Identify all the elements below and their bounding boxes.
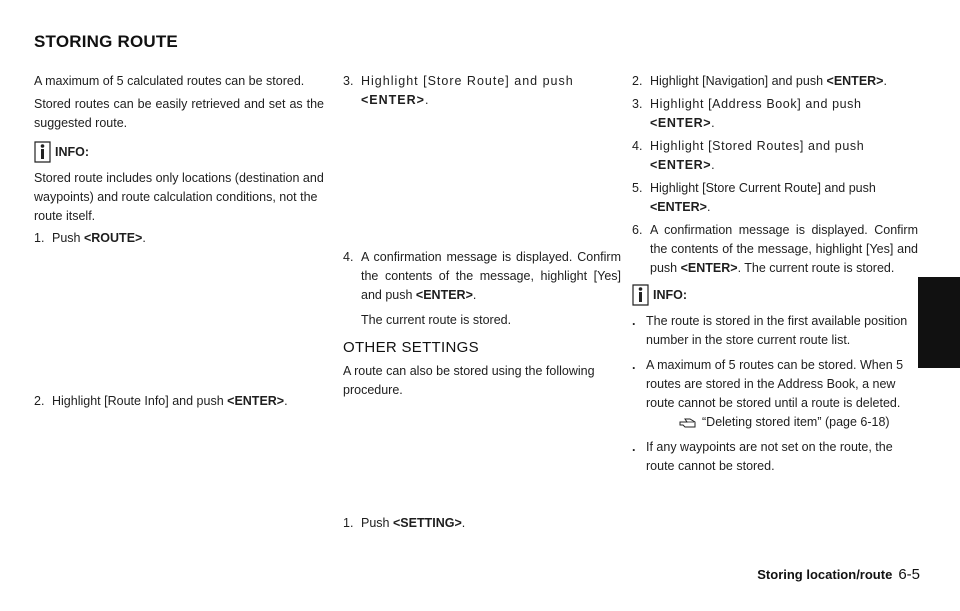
- step-text: Highlight [Stored Routes] and push <ENTER>.: [650, 139, 865, 172]
- step-2: [34, 392, 324, 411]
- footer-page-number: 6-5: [898, 566, 920, 583]
- step-number: 1.: [343, 516, 354, 530]
- step-text: A confirmation message is displayed. Confirm the contents of the message, highlight [Yes] and push <ENTER>. The current route is stored.: [650, 223, 918, 275]
- bullet-text: If any waypoints are not set on the route, the route cannot be stored.: [646, 440, 893, 473]
- info-label: INFO:: [653, 287, 688, 302]
- step-text: Highlight [Address Book] and push <ENTER>.: [650, 97, 862, 130]
- other-settings-heading: OTHER SETTINGS: [343, 339, 479, 356]
- paragraph-retrieve-routes: Stored routes can be easily retrieved and set as the suggested route.: [34, 97, 324, 130]
- info-label: INFO:: [55, 144, 90, 159]
- step-text: Push <ROUTE>.: [52, 231, 146, 245]
- other-step-5: [632, 179, 918, 217]
- info-icon: [632, 284, 649, 306]
- cross-reference-text[interactable]: “Deleting stored item” (page 6-18): [702, 415, 890, 429]
- other-step-6: [632, 221, 918, 278]
- step-1: [34, 229, 324, 248]
- other-step-1: [343, 514, 621, 533]
- column-3: [632, 72, 918, 476]
- column-2-step-4: [343, 248, 621, 400]
- step-number: 2.: [632, 74, 643, 88]
- column-1-step-2: [34, 392, 324, 411]
- other-settings-text: A route can also be stored using the following procedure.: [343, 364, 595, 397]
- info-header: [34, 141, 324, 163]
- step-text: Highlight [Navigation] and push <ENTER>.: [650, 74, 887, 88]
- step-number: 1.: [34, 231, 45, 245]
- page-heading: STORING ROUTE: [34, 32, 178, 51]
- other-step-2: [632, 72, 918, 91]
- cross-reference[interactable]: [632, 413, 918, 432]
- step-3: [343, 72, 621, 110]
- step-text: A confirmation message is displayed. Confirm the contents of the message, highlight [Yes] and push <ENTER>.: [361, 250, 621, 302]
- step-text: Highlight [Store Route] and push <ENTER>.: [361, 74, 574, 107]
- column-2-step-3: [343, 72, 621, 110]
- column-2-other-step-1: [343, 514, 621, 533]
- info-bullet-2: [632, 356, 918, 413]
- step-number: 4.: [632, 139, 643, 153]
- bullet-text: The route is stored in the first available position number in the store current route list.: [646, 314, 908, 347]
- step-text: Push <SETTING>.: [361, 516, 466, 530]
- chapter-tab: [918, 277, 960, 368]
- bullet-text: A maximum of 5 routes can be stored. When 5 routes are stored in the Address Book, a new route cannot be stored until a route is deleted.: [646, 358, 904, 410]
- step-number: 5.: [632, 181, 643, 195]
- other-step-4: [632, 137, 918, 175]
- bullet-mark: .: [632, 358, 636, 372]
- step-number: 3.: [343, 74, 354, 88]
- page-footer: [757, 565, 920, 584]
- info-icon: [34, 141, 51, 163]
- bullet-mark: .: [632, 440, 636, 454]
- pointing-hand-icon: [678, 416, 698, 430]
- step-number: 4.: [343, 250, 354, 264]
- step-text: Highlight [Store Current Route] and push <ENTER>.: [650, 181, 876, 214]
- step-number: 3.: [632, 97, 643, 111]
- step-text: Highlight [Route Info] and push <ENTER>.: [52, 394, 288, 408]
- column-1: [34, 72, 324, 248]
- other-step-3: [632, 95, 918, 133]
- paragraph-max-routes: A maximum of 5 calculated routes can be stored.: [34, 74, 305, 88]
- footer-section: Storing location/route: [757, 567, 893, 582]
- step-4: [343, 248, 621, 305]
- bullet-mark: .: [632, 314, 636, 328]
- step-number: 6.: [632, 223, 643, 237]
- info-bullet-3: [632, 438, 918, 476]
- info-bullet-1: [632, 312, 918, 350]
- step-4-result: The current route is stored.: [361, 313, 512, 327]
- step-number: 2.: [34, 394, 45, 408]
- info-header-2: [632, 284, 918, 306]
- info-text: Stored route includes only locations (destination and waypoints) and route calculation conditions, not the route itself.: [34, 171, 324, 223]
